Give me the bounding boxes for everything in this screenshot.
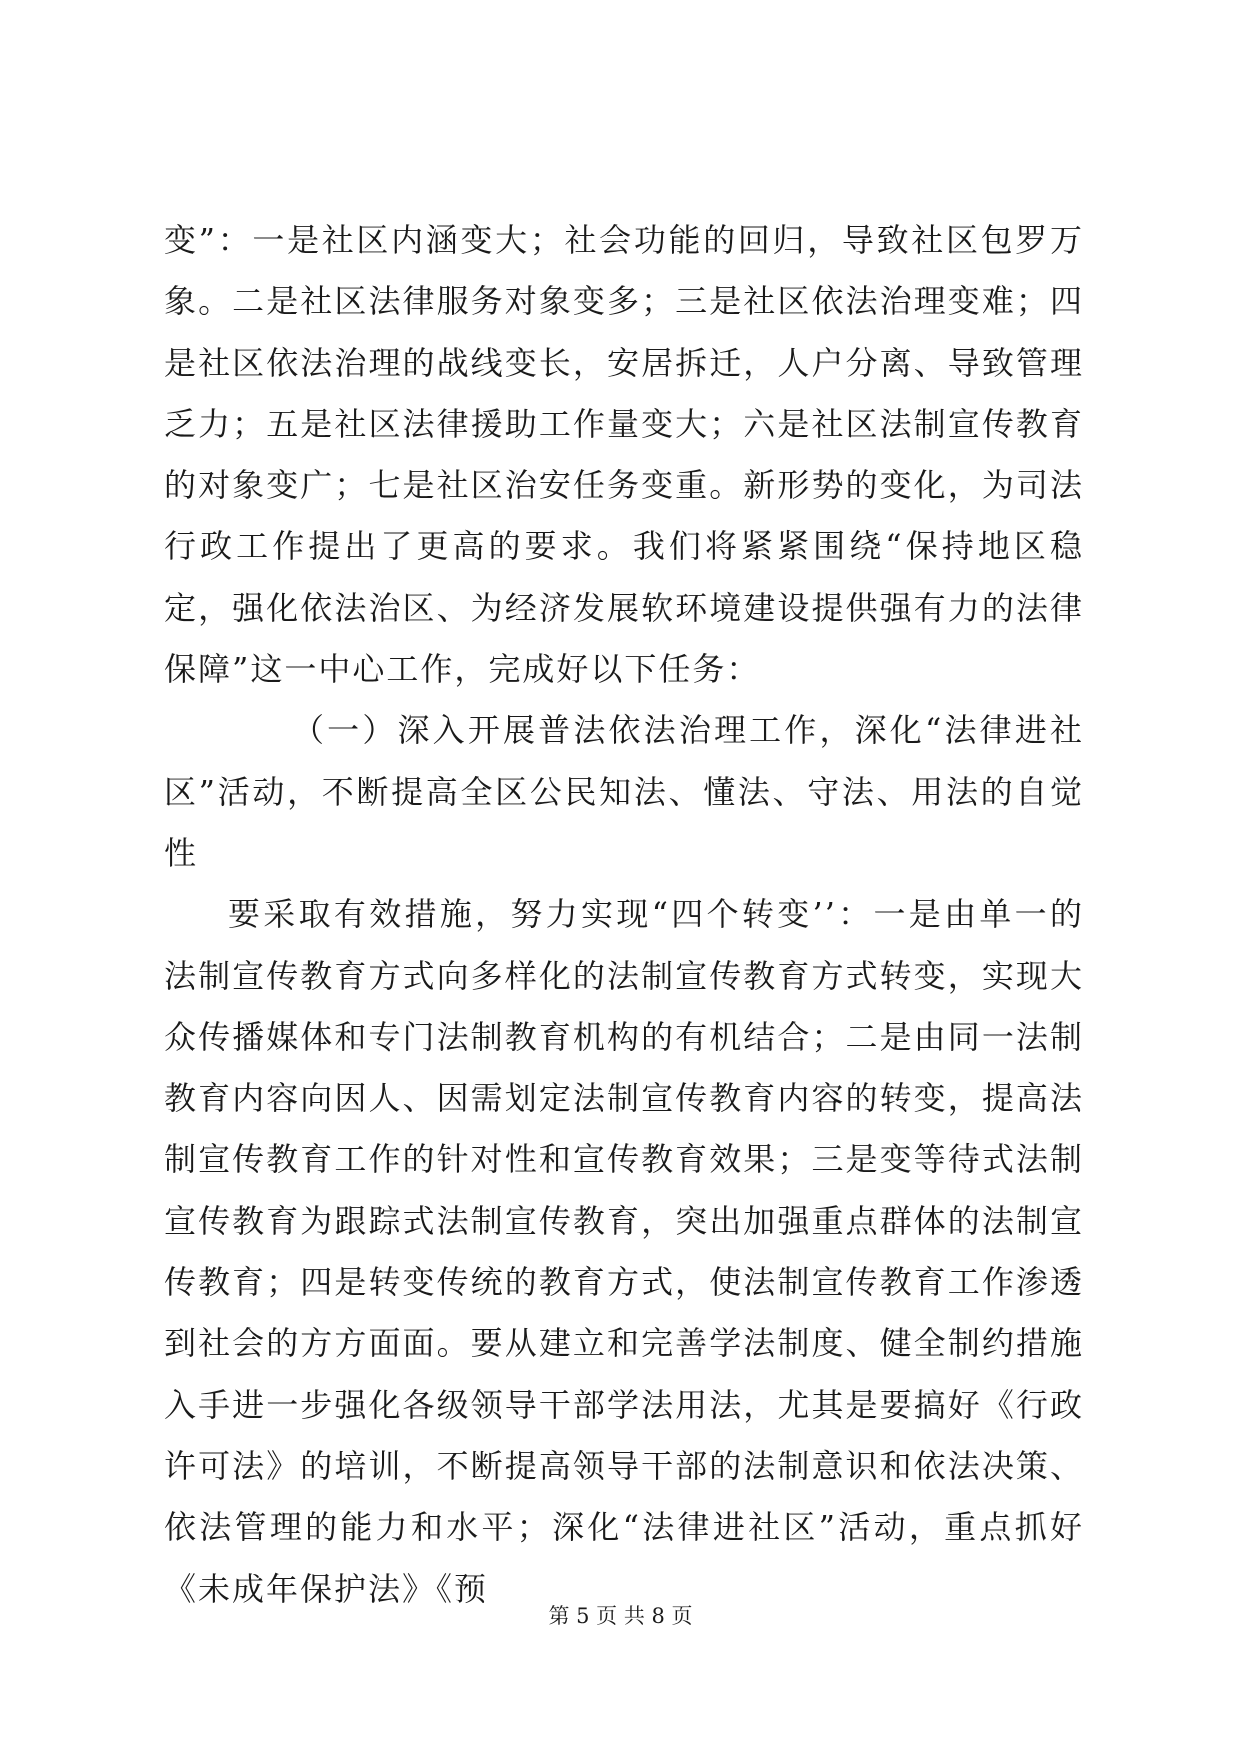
page-number-footer: 第 5 页 共 8 页: [548, 1604, 693, 1628]
paragraph-continuation: 变”：一是社区内涵变大；社会功能的回归，导致社区包罗万象。二是社区法律服务对象变多；三是社区依法治理变难；四是社区依法治理的战线变长，安居拆迁，人户分离、导致管理乏力；五是社区法律援助工作量变大；六是社区法制宣传教育的对象变广；七是社区治安任务变重。新形势的变化，为司法行政工作提出了更高的要求。我们将紧紧围绕“保持地区稳定，强化依法治区、为经济发展软环境建设提供强有力的法律保障”这一中心工作，完成好以下任务：: [164, 221, 1084, 689]
document-body: [164, 210, 1084, 1620]
section-heading-1: （一）深入开展普法依法治理工作，深化“法律进社区”活动，不断提高全区公民知法、懂法、守法、用法的自觉性: [164, 711, 1084, 872]
paragraph-four-transformations: 要采取有效措施，努力实现“四个转变’’：一是由单一的法制宣传教育方式向多样化的法制宣传教育方式转变，实现大众传播媒体和专门法制教育机构的有机结合；二是由同一法制教育内容向因人、因需划定法制宣传教育内容的转变，提高法制宣传教育工作的针对性和宣传教育效果；三是变等待式法制宣传教育为跟踪式法制宣传教育，突出加强重点群体的法制宣传教育；四是转变传统的教育方式，使法制宣传教育工作渗透到社会的方方面面。要从建立和完善学法制度、健全制约措施入手进一步强化各级领导干部学法用法，尤其是要搞好《行政许可法》的培训，不断提高领导干部的法制意识和依法决策、依法管理的能力和水平；深化“法律进社区”活动，重点抓好《未成年保护法》《预: [164, 895, 1084, 1608]
